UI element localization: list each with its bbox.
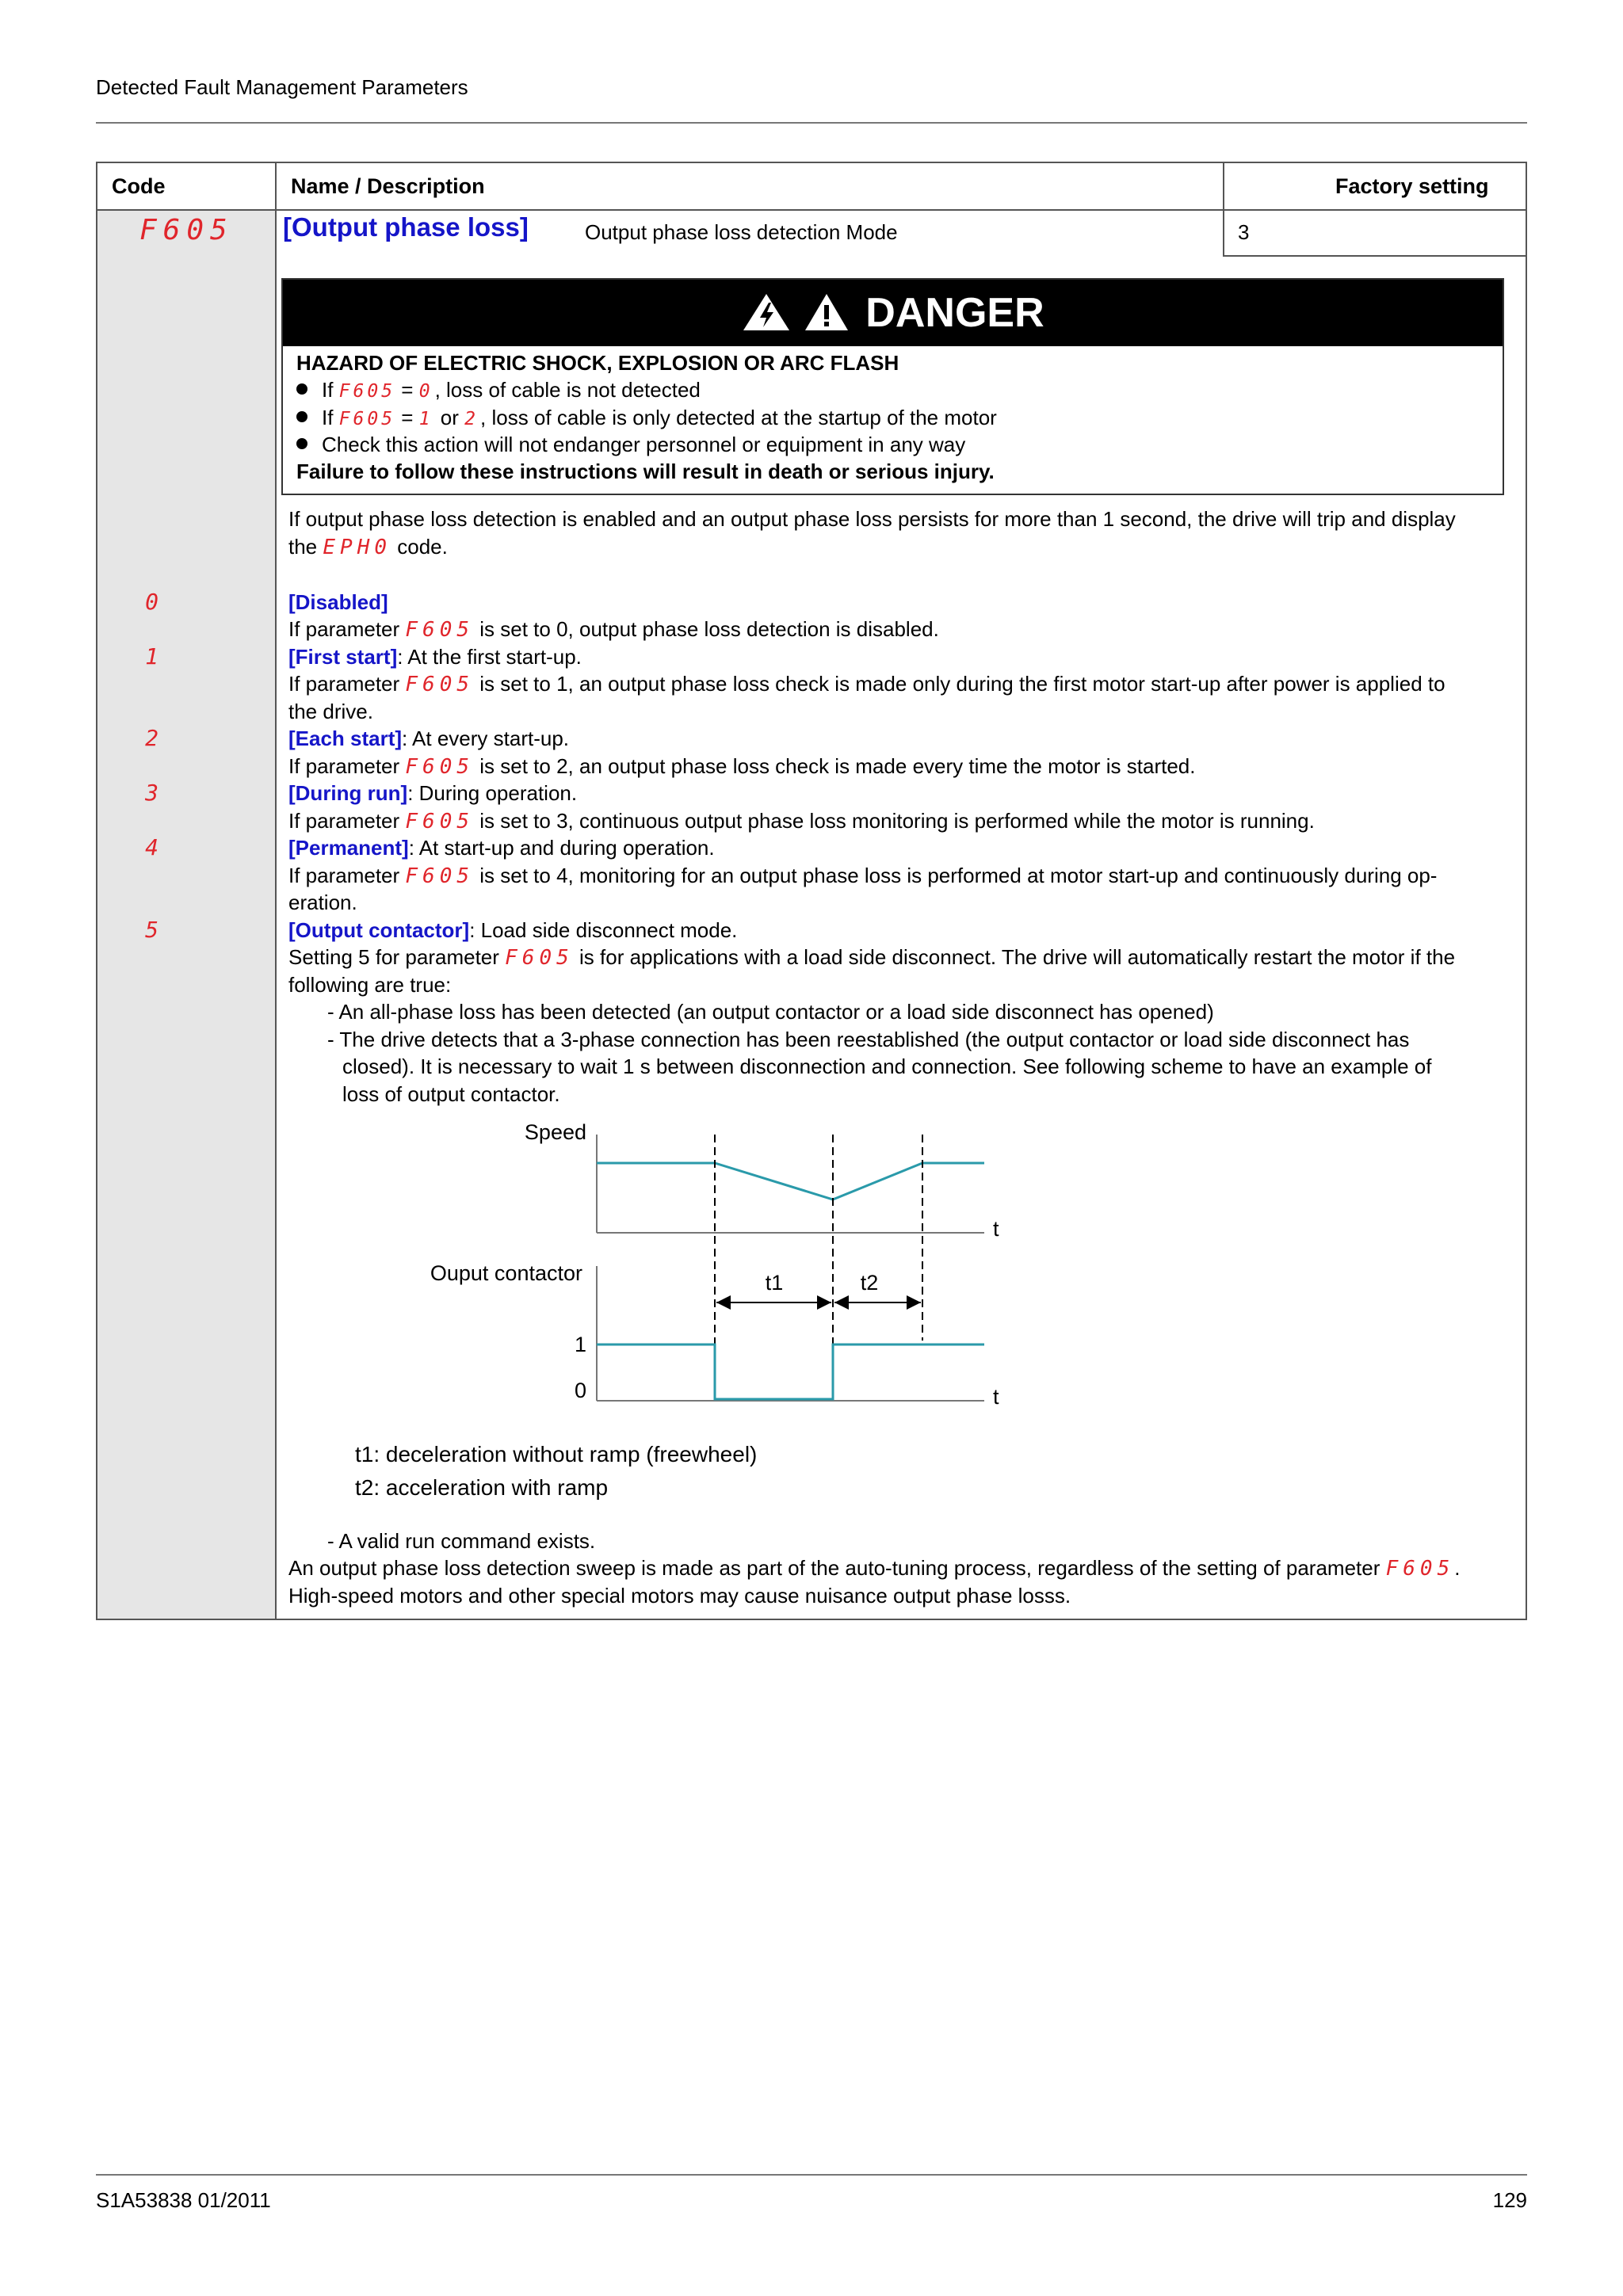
- inline-code: F605: [405, 673, 475, 696]
- footer-page-number: 129: [1492, 2188, 1527, 2212]
- factory-value: 3: [1238, 220, 1250, 244]
- warning-icon: [804, 292, 850, 333]
- option-code-5: 5: [145, 917, 163, 943]
- danger-failure: Failure to follow these instructions will result in death or serious injury.: [296, 460, 995, 483]
- intro-line-1: If output phase loss detection is enabled and an output phase loss persists for more than 1 second, the drive will trip and display: [288, 507, 1456, 531]
- inline-code: F605: [338, 409, 396, 429]
- inline-code: 1: [418, 409, 435, 429]
- option-3-desc: If parameter F605 is set to 3, continuous output phase loss monitoring is performed while the motor is running.: [288, 809, 1315, 833]
- code-column: [97, 163, 277, 1619]
- header-rule: [96, 122, 1527, 124]
- danger-bullet-1: If F605 = 0, loss of cable is not detected: [296, 376, 701, 406]
- footer-rule: [96, 2174, 1527, 2176]
- inline-code: F605: [405, 864, 475, 888]
- level-1-label: 1: [574, 1333, 586, 1356]
- electric-hazard-icon: [741, 292, 792, 333]
- inline-code: F605: [405, 810, 475, 833]
- condition-2b: closed). It is necessary to wait 1 s between disconnection and connection. See following scheme to have an example of: [342, 1055, 1432, 1078]
- inline-code: F605: [405, 618, 475, 642]
- col-header-factory: Factory setting: [1335, 174, 1489, 198]
- danger-banner: [283, 280, 1503, 346]
- inline-code: EPH0: [323, 536, 392, 559]
- closing-line-2: High-speed motors and other special motors may cause nuisance output phase losss.: [288, 1584, 1071, 1608]
- option-2-label: [Each start]: At every start-up.: [288, 727, 570, 750]
- page-header-title: Detected Fault Management Parameters: [96, 75, 468, 99]
- param-name: [Output phase loss]: [283, 212, 529, 242]
- bullet-icon: [296, 383, 307, 395]
- option-code-4: 4: [145, 834, 163, 860]
- t1-label: t1: [765, 1271, 784, 1295]
- col-divider-1: [275, 163, 277, 1619]
- option-code-1: 1: [145, 643, 163, 669]
- option-4-label: [Permanent]: At start-up and during operation.: [288, 836, 715, 860]
- option-1-label: [First start]: At the first start-up.: [288, 645, 582, 669]
- option-code-2: 2: [145, 725, 163, 751]
- param-code: F605: [139, 214, 234, 246]
- option-code-0: 0: [145, 589, 163, 615]
- option-5-desc-cont: following are true:: [288, 973, 452, 997]
- condition-2c: loss of output contactor.: [342, 1082, 560, 1106]
- condition-3: - A valid run command exists.: [327, 1529, 596, 1553]
- col-header-code: Code: [112, 174, 166, 198]
- legend-t2: t2: acceleration with ramp: [355, 1475, 609, 1500]
- t2-label: t2: [860, 1271, 879, 1295]
- closing-line-1: An output phase loss detection sweep is made as part of the auto-tuning process, regardless of the setting of parameter F605.: [288, 1556, 1461, 1581]
- option-5-label: [Output contactor]: Load side disconnect mode.: [288, 918, 738, 942]
- option-0-desc: If parameter F605 is set to 0, output phase loss detection is disabled.: [288, 617, 939, 642]
- option-0-label: [Disabled]: [288, 590, 388, 614]
- condition-2a: - The drive detects that a 3-phase connection has been reestablished (the output contactor or load side disconnect has: [327, 1028, 1410, 1051]
- speed-axis-label: Speed: [524, 1120, 586, 1144]
- col-divider-2: [1223, 163, 1224, 257]
- inline-code: F605: [405, 755, 475, 779]
- level-0-label: 0: [574, 1379, 586, 1402]
- option-4-desc: If parameter F605 is set to 4, monitoring for an output phase loss is performed at motor start-up and continuously during op-: [288, 864, 1438, 888]
- option-5-desc: Setting 5 for parameter F605 is for applications with a load side disconnect. The drive will automatically restart the motor if the: [288, 945, 1456, 970]
- param-description: Output phase loss detection Mode: [585, 220, 898, 244]
- inline-code: F605: [338, 381, 396, 402]
- contactor-signal: [597, 1344, 984, 1399]
- speed-time-label: t: [993, 1217, 999, 1241]
- footer-doc-ref: S1A53838 01/2011: [96, 2188, 271, 2212]
- option-4-desc-cont: eration.: [288, 891, 357, 914]
- danger-bullet-2: If F605 = 1 or 2, loss of cable is only detected at the startup of the motor: [296, 404, 997, 433]
- danger-bullet-3: Check this action will not endanger personnel or equipment in any way: [296, 431, 965, 459]
- bullet-icon: [296, 438, 307, 449]
- danger-title: DANGER: [865, 290, 1044, 336]
- col-header-name: Name / Description: [291, 174, 485, 198]
- option-code-3: 3: [145, 780, 163, 806]
- inline-code: F605: [505, 946, 574, 970]
- contactor-time-label: t: [993, 1385, 999, 1409]
- danger-hazard: HAZARD OF ELECTRIC SHOCK, EXPLOSION OR ARC FLASH: [296, 351, 899, 375]
- intro-line-2: the EPH0 code.: [288, 535, 448, 559]
- factory-cell-bottom: [1223, 255, 1527, 257]
- table-header-row: [97, 163, 1526, 211]
- option-3-label: [During run]: During operation.: [288, 781, 578, 805]
- condition-1: - An all-phase loss has been detected (an output contactor or a load side disconnect has opened): [327, 1000, 1214, 1024]
- bullet-icon: [296, 411, 307, 422]
- legend-t1: t1: deceleration without ramp (freewheel): [355, 1442, 758, 1466]
- option-2-desc: If parameter F605 is set to 2, an output phase loss check is made every time the motor is started.: [288, 754, 1196, 779]
- inline-code: F605: [1385, 1557, 1455, 1581]
- danger-box: [281, 278, 1504, 495]
- inline-code: 2: [464, 409, 481, 429]
- contactor-axis-label: Ouput contactor: [430, 1261, 582, 1285]
- option-1-desc-cont: the drive.: [288, 700, 373, 723]
- speed-curve: [597, 1163, 984, 1199]
- option-1-desc: If parameter F605 is set to 1, an output phase loss check is made only during the first motor start-up after power is applied to: [288, 672, 1445, 696]
- inline-code: 0: [418, 381, 435, 402]
